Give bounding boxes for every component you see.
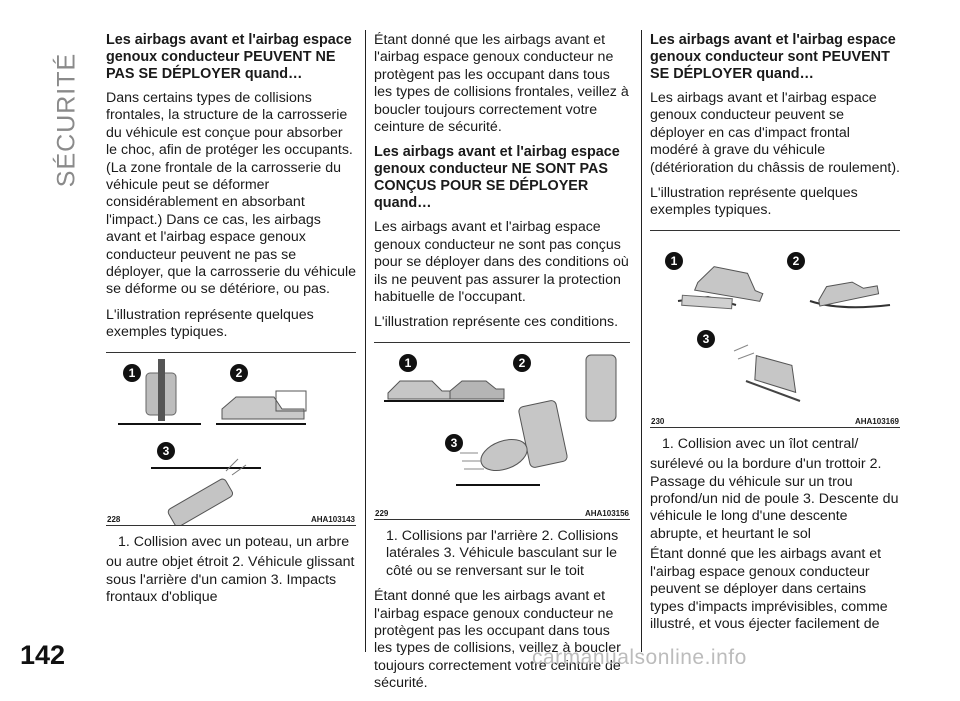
section-heading: Les airbags avant et l'airbag espace genoux conducteur NE SONT PAS CONÇUS POUR SE DÉPLOYER quand… (374, 144, 620, 212)
figure-caption (650, 413, 900, 425)
section-side-tab (42, 20, 92, 220)
paragraph: Les airbags avant et l'airbag espace genoux conducteur ne sont pas conçus pour se déployer dans des conditions où ils ne peuvent pas assurer la protection habituelle de l'occupant. (374, 219, 629, 306)
paragraph: L'illustration représente quelques exemples typiques. (650, 185, 858, 219)
callout-badge-2 (230, 364, 248, 382)
paragraph: L'illustration représente ces conditions. (374, 314, 619, 331)
collision-illustration (650, 231, 900, 427)
legend-line: 1. Collision avec un îlot central/ (662, 435, 859, 452)
paragraph: Étant donné que les airbags avant et l'airbag espace genoux conducteur ne protègent pas les occupant dans tous les types de collisions frontales, veillez à boucler toujours correctement votre ceinture de sécurité. (374, 32, 629, 136)
figure-code: AHA103156 (584, 508, 629, 518)
paragraph: L'illustration représente quelques exemples typiques. (106, 306, 314, 341)
section-heading: Les airbags avant et l'airbag espace genoux conducteur PEUVENT NE PAS SE DÉPLOYER quand… (106, 32, 352, 82)
figure-code: AHA103169 (854, 416, 899, 426)
section-heading: Les airbags avant et l'airbag espace genoux conducteur sont PEUVENT SE DÉPLOYER quand… (650, 32, 896, 82)
figure-code: AHA103143 (310, 514, 355, 524)
legend-line: 1. Collision avec un poteau, un arbre (118, 533, 350, 550)
svg-text:1: 1 (404, 355, 412, 370)
figure-caption (374, 505, 630, 517)
svg-text:3: 3 (162, 443, 170, 458)
svg-text:2: 2 (792, 253, 800, 268)
collision-illustration (106, 353, 356, 525)
paragraph: Les airbags avant et l'airbag espace genoux conducteur peuvent se déployer en cas d'impact frontal modéré à grave du véhicule (détérioration du châssis de roulement). (650, 90, 900, 176)
figure-legend (106, 534, 356, 607)
figure-230 (650, 230, 900, 428)
figure-legend (650, 436, 900, 543)
legend-text: ou autre objet étroit 2. Véhicule glissant sous l'arrière d'un camion 3. Impacts frontaux d'oblique (106, 554, 355, 605)
section-title: SÉCURITÉ (52, 52, 81, 188)
svg-text:1: 1 (670, 253, 678, 268)
figure-228 (106, 352, 356, 526)
watermark-text: carmanualsonline.info (532, 646, 747, 669)
svg-text:1: 1 (128, 365, 136, 380)
callout-badge-3 (697, 330, 715, 348)
paragraph: Dans certains types de collisions frontales, la structure de la carrosserie du véhicule est conçue pour absorber le choc, afin de protéger les occupants. (La zone frontale de la carrosserie du véhicule peut se déformer considérablement en absorbant l'impact.) Dans ce cas, les airbags avant et l'airbag espace genoux conducteur peuvent ne pas se déployer, que la carrosserie du véhicule se déforme ou se détériore, ou pas. (106, 90, 357, 298)
column-3 (650, 32, 900, 641)
collision-illustration (374, 343, 630, 519)
column-divider (641, 30, 642, 652)
callout-badge-3 (445, 434, 463, 452)
callout-badge-1 (399, 354, 417, 372)
page-number: 142 (20, 640, 66, 670)
svg-text:3: 3 (702, 331, 710, 346)
paragraph: Étant donné que les airbags avant et l'airbag espace genoux conducteur ne protègent pas les occupant dans tous les types de collisions, veillez à boucler toujours correctement votre ceinture de sécurité. (374, 588, 621, 692)
column-1 (106, 32, 356, 609)
callout-badge-2 (787, 252, 805, 270)
callout-badge-1 (123, 364, 141, 382)
svg-text:2: 2 (518, 355, 526, 370)
figure-229 (374, 342, 630, 520)
callout-badge-1 (665, 252, 683, 270)
paragraph: Étant donné que les airbags avant et l'airbag espace genoux conducteur peuvent se déployer dans certains types d'impacts imprévisibles, comme illustré, et vous éjecter facilement de (650, 546, 888, 632)
column-2 (374, 32, 630, 701)
callout-badge-3 (157, 442, 175, 460)
svg-text:3: 3 (450, 435, 458, 450)
callout-badge-2 (513, 354, 531, 372)
legend-text: surélevé ou la bordure d'un trottoir 2. Passage du véhicule sur un trou profond/un nid de poule 3. Descente du véhicule le long d'une descente abrupte, et heurtant le sol (650, 456, 899, 542)
figure-legend: 1. Collisions par l'arrière 2. Collisions latérales 3. Véhicule basculant sur le côté ou se renversant sur le toit (386, 527, 619, 579)
column-divider (365, 30, 366, 652)
svg-text:2: 2 (235, 365, 243, 380)
figure-number: 229 (375, 508, 389, 518)
figure-number: 228 (107, 514, 121, 524)
figure-number: 230 (651, 416, 665, 426)
figure-caption (106, 511, 356, 523)
